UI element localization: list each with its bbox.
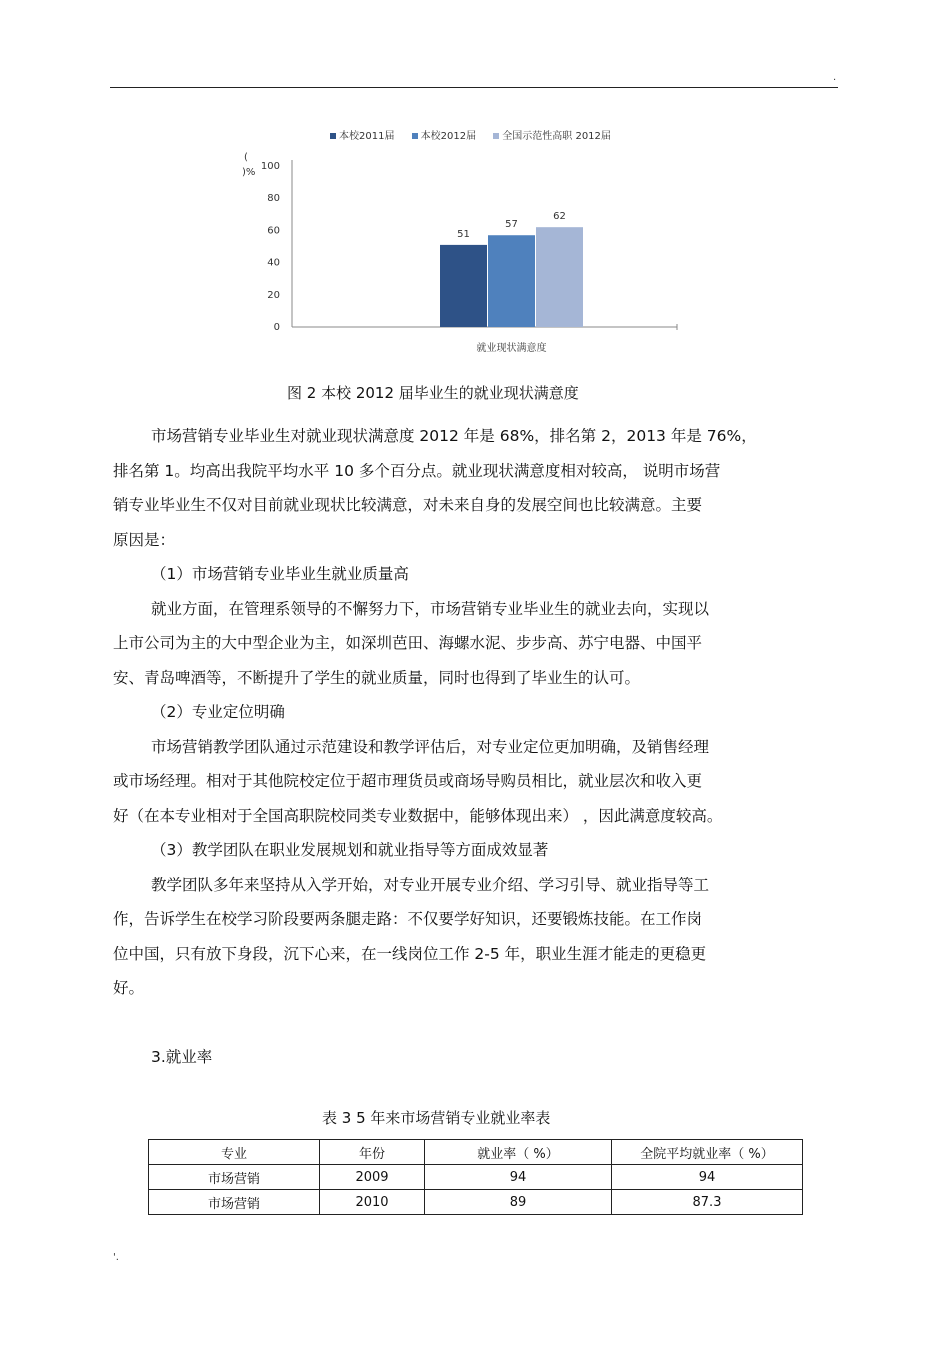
table-header-cell: 年份: [320, 1140, 425, 1165]
legend-swatch-national: [493, 133, 499, 139]
table-cell: 87.3: [612, 1190, 803, 1215]
legend-label-2012: 本校2012届: [420, 131, 477, 142]
legend-item-2011: [330, 127, 394, 142]
y-tick-label: 40: [267, 257, 280, 269]
paragraph-line: 上市公司为主的大中型企业为主，如深圳芭田、海螺水泥、步步高、苏宁电器、中国平: [113, 634, 703, 652]
paragraph-line: 市场营销专业毕业生对就业现状满意度 2012 年是 68%，排名第 2，2013 年是 76%，: [151, 427, 757, 445]
figure-caption: 图 2 本校 2012 届毕业生的就业现状满意度: [287, 384, 579, 402]
paragraph-line: 教学团队多年来坚持从入学开始，对专业开展专业介绍、学习引导、就业指导等工: [151, 875, 710, 894]
legend-swatch-2012: [412, 133, 418, 139]
legend-swatch-2011: [330, 133, 336, 139]
bar-2: [488, 235, 535, 327]
y-axis-label-top: (: [244, 152, 248, 163]
bar-1: [440, 245, 487, 327]
paragraph-line: 好（在本专业相对于全国高职院校同类专业数据中，能够体现出来） ，因此满意度较高。: [113, 806, 723, 825]
section-heading-rate: 3.就业率: [151, 1048, 213, 1066]
paragraph-line: 好。: [113, 979, 145, 997]
table-cell: 市场营销: [149, 1190, 320, 1215]
legend-label-2011: 本校2011届: [339, 131, 395, 142]
x-category-label: 就业现状满意度: [476, 343, 547, 354]
y-tick-label: 60: [267, 225, 280, 237]
table-cell: 94: [425, 1165, 612, 1190]
bar-chart: [240, 150, 690, 360]
bar-value-label: 62: [553, 211, 566, 223]
table-cell: 2010: [320, 1190, 425, 1215]
y-axis-label-bottom: )%: [242, 167, 256, 178]
table-cell: 市场营销: [149, 1165, 320, 1190]
y-tick-label: 0: [273, 322, 280, 333]
y-tick-label: 100: [260, 161, 280, 172]
header-rule: [110, 87, 838, 88]
bar-value-label: 51: [457, 228, 470, 240]
chart-legend: [330, 127, 625, 142]
header-mark: .: [833, 72, 837, 83]
paragraph-line: 位中国，只有放下身段，沉下心来，在一线岗位工作 2-5 年，职业生涯才能走的更稳更: [113, 944, 707, 963]
y-tick-label: 80: [267, 193, 280, 205]
table-header-cell: 就业率（ %）: [425, 1140, 612, 1165]
paragraph-line: 就业方面，在管理系领导的不懈努力下，市场营销专业毕业生的就业去向，实现以: [151, 599, 710, 618]
legend-label-national: 全国示范性高职 2012届: [502, 131, 611, 142]
legend-item-national: [493, 127, 611, 142]
paragraph-line: 或市场经理。相对于其他院校定位于超市理货员或商场导购员相比，就业层次和收入更: [113, 772, 703, 790]
table-caption: 表 3 5 年来市场营销专业就业率表: [322, 1109, 551, 1127]
paragraph-line: 安、青岛啤酒等，不断提升了学生的就业质量，同时也得到了毕业生的认可。: [113, 668, 641, 687]
bar-3: [536, 227, 583, 327]
paragraph-line: 排名第 1。均高出我院平均水平 10 多个百分点。就业现状满意度相对较高， 说明市场营: [113, 461, 721, 480]
table-row: [149, 1165, 803, 1190]
employment-rate-table: [148, 1139, 803, 1215]
paragraph-line: 作，告诉学生在校学习阶段要两条腿走路：不仅要学好知识，还要锻炼技能。在工作岗: [113, 910, 703, 928]
table-header-cell: 专业: [149, 1140, 320, 1165]
bar-value-label: 57: [505, 219, 518, 231]
section-heading-3: （3）教学团队在职业发展规划和就业指导等方面成效显著: [151, 841, 549, 859]
footer-mark: '.: [113, 1252, 119, 1263]
body-text: [113, 419, 757, 1075]
paragraph-line: 原因是：: [113, 530, 176, 549]
y-tick-label: 20: [267, 289, 280, 301]
table-cell: 2009: [320, 1165, 425, 1190]
table-header-cell: 全院平均就业率（ %）: [612, 1140, 803, 1165]
section-heading-2: （2）专业定位明确: [151, 703, 285, 721]
paragraph-line: 市场营销教学团队通过示范建设和教学评估后，对专业定位更加明确，及销售经理: [151, 737, 710, 756]
table-cell: 94: [612, 1165, 803, 1190]
section-heading-1: （1）市场营销专业毕业生就业质量高: [151, 565, 409, 583]
paragraph-spacer: [113, 1006, 757, 1041]
legend-item-2012: [412, 127, 476, 142]
paragraph-line: 销专业毕业生不仅对目前就业现状比较满意，对未来自身的发展空间也比较满意。主要: [113, 496, 703, 514]
table-row: [149, 1190, 803, 1215]
table-header-row: [149, 1140, 803, 1165]
table-cell: 89: [425, 1190, 612, 1215]
